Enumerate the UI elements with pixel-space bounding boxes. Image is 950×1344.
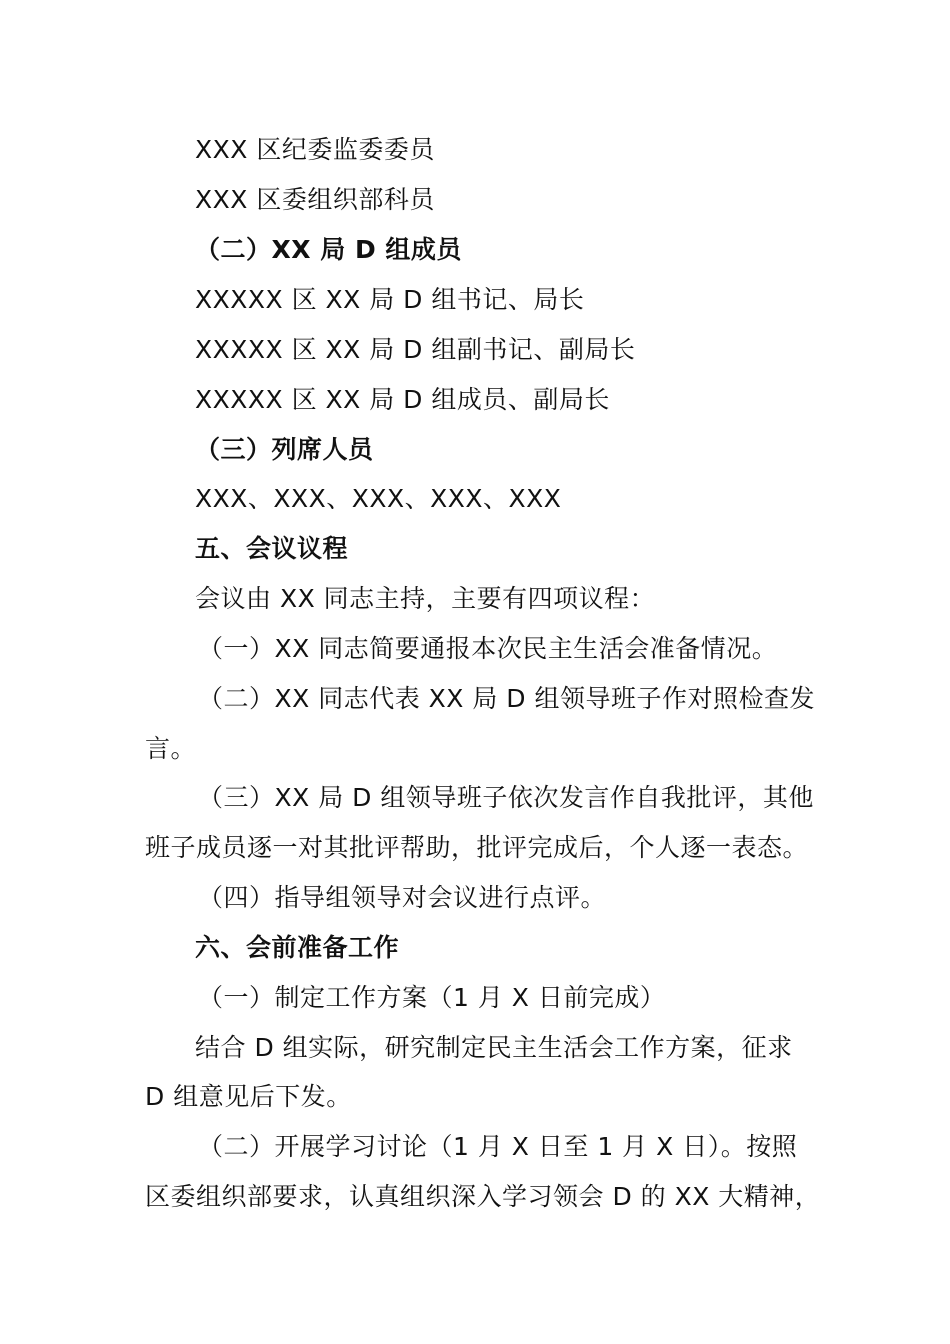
- member-line: XXX 区纪委监委委员: [195, 135, 435, 164]
- paragraph-line: 班子成员逐一对其批评帮助，批评完成后，个人逐一表态。: [145, 833, 809, 862]
- member-line: XXX 区委组织部科员: [195, 185, 435, 214]
- subsection-heading: （三）列席人员: [195, 435, 374, 464]
- paragraph-line: 言。: [145, 734, 197, 763]
- paragraph-line: 区委组织部要求，认真组织深入学习领会 D 的 XX 大精神，: [145, 1182, 821, 1211]
- attendee-line: XXX、XXX、XXX、XXX、XXX: [195, 484, 562, 513]
- paragraph-line: D 组意见后下发。: [145, 1082, 352, 1111]
- subsection-heading: （二）开展学习讨论（1 月 X 日至 1 月 X 日）。按照: [198, 1132, 798, 1161]
- subsection-heading: （一）制定工作方案（1 月 X 日前完成）: [198, 983, 666, 1012]
- agenda-item: （四）指导组领导对会议进行点评。: [198, 883, 607, 912]
- section-heading: 五、会议议程: [195, 534, 349, 563]
- member-line: XXXXX 区 XX 局 D 组书记、局长: [195, 285, 585, 314]
- member-line: XXXXX 区 XX 局 D 组副书记、副局长: [195, 335, 636, 364]
- agenda-item: （一）XX 同志简要通报本次民主生活会准备情况。: [198, 634, 778, 663]
- member-line: XXXXX 区 XX 局 D 组成员、副局长: [195, 385, 610, 414]
- agenda-item: （二）XX 同志代表 XX 局 D 组领导班子作对照检查发: [198, 684, 815, 713]
- paragraph-line: 会议由 XX 同志主持，主要有四项议程：: [195, 584, 656, 613]
- subsection-heading: （二）XX 局 D 组成员: [195, 235, 462, 264]
- section-heading: 六、会前准备工作: [195, 933, 400, 962]
- agenda-item: （三）XX 局 D 组领导班子依次发言作自我批评，其他: [198, 783, 814, 812]
- paragraph-line: 结合 D 组实际，研究制定民主生活会工作方案，征求: [195, 1033, 793, 1062]
